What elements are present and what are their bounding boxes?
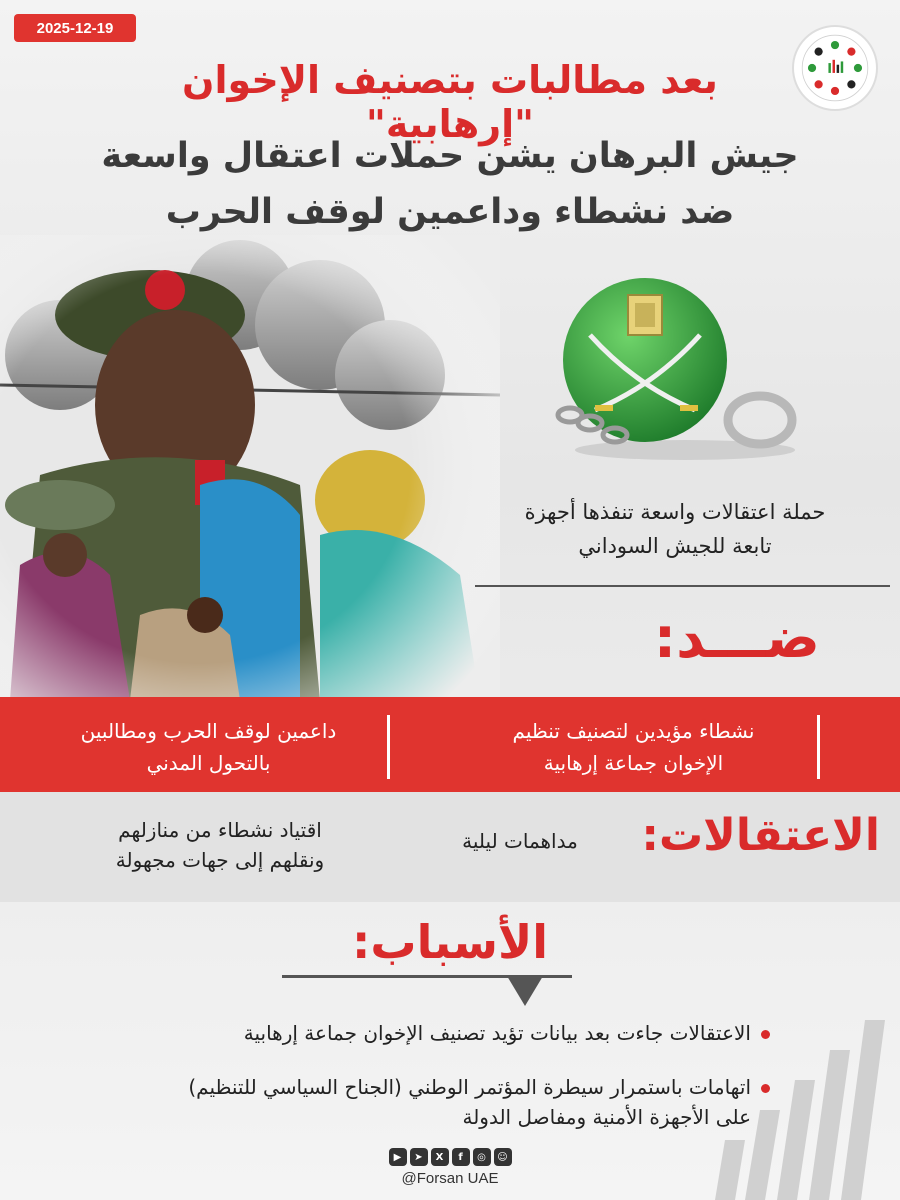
headline-title: بعد مطالبات بتصنيف الإخوان "إرهابية" — [182, 58, 718, 146]
against-label: ضـــد: — [653, 606, 820, 671]
reason-item-2-line1: اتهامات باستمرار سيطرة المؤتمر الوطني (الجناح السياسي للتنظيم) — [188, 1075, 751, 1099]
arrest-item-abductions — [55, 815, 385, 875]
social-handle: @Forsan UAE — [401, 1170, 499, 1187]
date-badge: 2025-12-19 — [14, 14, 136, 42]
telegram-icon[interactable]: ➤ — [410, 1148, 428, 1166]
publisher-logo — [792, 25, 878, 111]
callout-line1: حملة اعتقالات واسعة تنفذها أجهزة — [524, 500, 826, 524]
callout-line2: تابعة للجيش السوداني — [578, 534, 772, 558]
headline-subtitle-line2: ضد نشطاء وداعمين لوقف الحرب — [165, 192, 735, 232]
target-supporters — [40, 715, 390, 779]
target-activists-line1: نشطاء مؤيدين لتصنيف تنظيم — [512, 719, 755, 743]
x-icon[interactable]: X — [431, 1148, 449, 1166]
reason-item-2-line2: على الأجهزة الأمنية ومفاصل الدولة — [462, 1105, 751, 1129]
reasons-pointer — [507, 976, 543, 1006]
callout-text — [470, 495, 880, 563]
emblem-handcuff-icon — [555, 275, 800, 475]
facebook-icon[interactable]: f — [452, 1148, 470, 1166]
arrest-item-night-raids: مداهمات ليلية — [462, 829, 578, 853]
reasons-title: الأسباب: — [352, 915, 548, 969]
photo-collage — [0, 235, 500, 700]
arrest-item-abductions-line2: ونقلهم إلى جهات مجهولة — [115, 848, 325, 872]
reason-item-1-text: الاعتقالات جاءت بعد بيانات تؤيد تصنيف الإخوان جماعة إرهابية — [243, 1021, 751, 1045]
instagram-icon[interactable]: ◎ — [473, 1148, 491, 1166]
reason-item-1 — [90, 1018, 770, 1048]
callout-divider — [475, 585, 890, 587]
snapchat-icon[interactable]: ☺ — [494, 1148, 512, 1166]
headline-subtitle — [90, 128, 810, 240]
reason-item-2 — [90, 1072, 770, 1132]
arrests-title: الاعتقالات: — [641, 810, 880, 861]
headline-subtitle-line1: جيش البرهان يشن حملات اعتقال واسعة — [101, 136, 799, 176]
target-activists — [460, 715, 820, 779]
decorative-stripes — [705, 1020, 900, 1200]
target-activists-line2: الإخوان جماعة إرهابية — [543, 751, 724, 775]
social-icons — [385, 1148, 515, 1170]
target-supporters-line1: داعمين لوقف الحرب ومطالبين — [80, 719, 337, 743]
youtube-icon[interactable]: ▶ — [389, 1148, 407, 1166]
arrest-item-abductions-line1: اقتياد نشطاء من منازلهم — [118, 818, 322, 842]
logo-emblem-icon — [794, 27, 876, 109]
brotherhood-emblem — [555, 275, 800, 475]
target-supporters-line2: بالتحول المدني — [146, 751, 271, 775]
targets-band — [0, 697, 900, 792]
